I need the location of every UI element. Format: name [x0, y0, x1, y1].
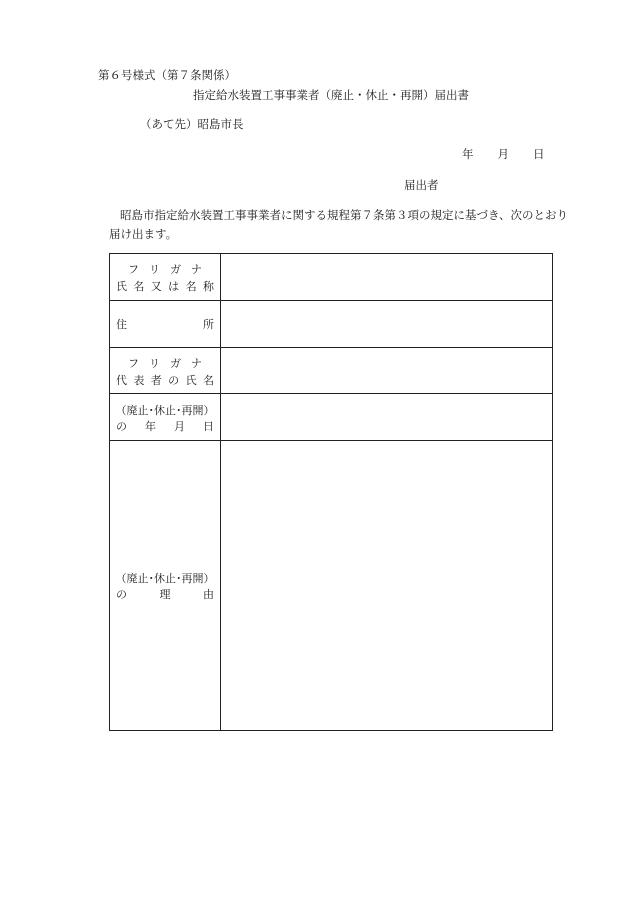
date-day-label: 日	[533, 147, 545, 161]
reason-label-line2: の 理 由	[116, 588, 214, 601]
furigana-label: フ リ ガ ナ	[128, 357, 202, 370]
table-row-name	[110, 254, 552, 301]
form-number: 第６号様式（第７条関係）	[98, 68, 236, 82]
notifier-label: 届出者	[404, 178, 439, 192]
value-name[interactable]	[221, 254, 552, 300]
form-title: 指定給水装置工事事業者（廃止・休止・再開）届出書	[193, 88, 469, 102]
label-address	[110, 301, 221, 347]
label-representative	[110, 348, 221, 393]
addressee: （あて先）昭島市長	[140, 117, 244, 131]
date-label-line1: （廃止･休止･再開）	[115, 404, 215, 417]
body-text: 昭島市指定給水装置工事事業者に関する規程第７条第３項の規定に基づき、次のとおり届け出ます。	[109, 208, 569, 241]
value-reason[interactable]	[221, 441, 552, 730]
label-reason	[110, 441, 221, 730]
reason-label-line1: （廃止･休止･再開）	[115, 572, 215, 585]
notification-table	[109, 253, 553, 731]
date-year-label: 年	[462, 147, 474, 161]
value-address[interactable]	[221, 301, 552, 347]
date-month-label: 月	[497, 147, 509, 161]
address-label: 住 所	[116, 318, 214, 331]
date-label-line2: の 年 月 日	[116, 420, 214, 433]
table-row-representative	[110, 348, 552, 394]
value-representative[interactable]	[221, 348, 552, 393]
table-row-date	[110, 394, 552, 441]
name-label: 氏 名 又 は 名 称	[116, 280, 214, 293]
label-date	[110, 394, 221, 440]
label-name	[110, 254, 221, 300]
representative-label: 代 表 者 の 氏 名	[116, 374, 214, 387]
table-row-address	[110, 301, 552, 348]
value-date[interactable]	[221, 394, 552, 440]
date-line	[462, 147, 545, 161]
furigana-label: フ リ ガ ナ	[128, 263, 202, 276]
table-row-reason	[110, 441, 552, 730]
